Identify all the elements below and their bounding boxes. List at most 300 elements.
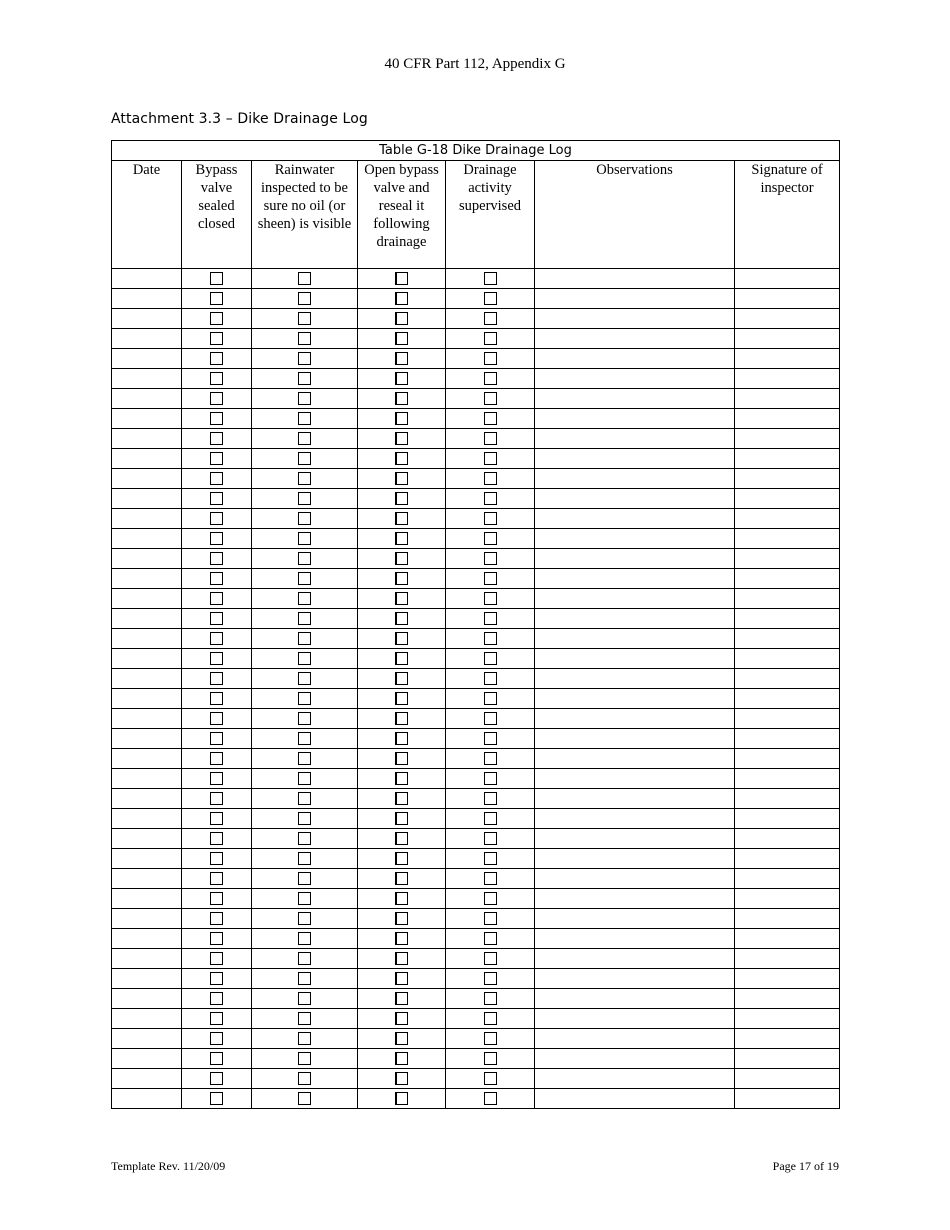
checkbox[interactable] (395, 772, 408, 785)
checkbox[interactable] (395, 332, 408, 345)
checkbox[interactable] (395, 632, 408, 645)
checkbox[interactable] (484, 1052, 497, 1065)
checkbox[interactable] (298, 652, 311, 665)
checkbox[interactable] (298, 972, 311, 985)
date-cell[interactable] (112, 509, 182, 529)
checkbox[interactable] (484, 1072, 497, 1085)
observations-cell[interactable] (535, 429, 735, 449)
signature-cell[interactable] (735, 689, 840, 709)
checkbox[interactable] (484, 332, 497, 345)
checkbox[interactable] (210, 1092, 223, 1105)
date-cell[interactable] (112, 589, 182, 609)
date-cell[interactable] (112, 389, 182, 409)
checkbox[interactable] (298, 872, 311, 885)
observations-cell[interactable] (535, 449, 735, 469)
signature-cell[interactable] (735, 769, 840, 789)
date-cell[interactable] (112, 789, 182, 809)
date-cell[interactable] (112, 889, 182, 909)
checkbox[interactable] (484, 432, 497, 445)
checkbox[interactable] (210, 372, 223, 385)
signature-cell[interactable] (735, 509, 840, 529)
checkbox[interactable] (210, 652, 223, 665)
observations-cell[interactable] (535, 689, 735, 709)
checkbox[interactable] (210, 1052, 223, 1065)
date-cell[interactable] (112, 489, 182, 509)
signature-cell[interactable] (735, 1009, 840, 1029)
checkbox[interactable] (210, 572, 223, 585)
checkbox[interactable] (298, 1012, 311, 1025)
checkbox[interactable] (210, 972, 223, 985)
signature-cell[interactable] (735, 869, 840, 889)
checkbox[interactable] (395, 432, 408, 445)
checkbox[interactable] (395, 352, 408, 365)
checkbox[interactable] (210, 452, 223, 465)
checkbox[interactable] (298, 672, 311, 685)
date-cell[interactable] (112, 369, 182, 389)
date-cell[interactable] (112, 469, 182, 489)
checkbox[interactable] (484, 532, 497, 545)
observations-cell[interactable] (535, 989, 735, 1009)
checkbox[interactable] (395, 952, 408, 965)
signature-cell[interactable] (735, 629, 840, 649)
checkbox[interactable] (484, 772, 497, 785)
checkbox[interactable] (298, 312, 311, 325)
checkbox[interactable] (298, 392, 311, 405)
checkbox[interactable] (484, 312, 497, 325)
signature-cell[interactable] (735, 949, 840, 969)
checkbox[interactable] (484, 732, 497, 745)
signature-cell[interactable] (735, 409, 840, 429)
observations-cell[interactable] (535, 269, 735, 289)
checkbox[interactable] (210, 932, 223, 945)
checkbox[interactable] (298, 1032, 311, 1045)
signature-cell[interactable] (735, 929, 840, 949)
date-cell[interactable] (112, 649, 182, 669)
checkbox[interactable] (484, 512, 497, 525)
rainwater-inspected-cell (252, 929, 358, 949)
checkbox[interactable] (210, 692, 223, 705)
open-bypass-cell (358, 589, 446, 609)
drainage-supervised-cell (446, 849, 535, 869)
checkbox[interactable] (298, 432, 311, 445)
checkbox[interactable] (210, 812, 223, 825)
checkbox[interactable] (298, 372, 311, 385)
checkbox[interactable] (210, 352, 223, 365)
checkbox[interactable] (210, 612, 223, 625)
checkbox[interactable] (484, 492, 497, 505)
checkbox[interactable] (210, 1032, 223, 1045)
signature-cell[interactable] (735, 449, 840, 469)
checkbox[interactable] (484, 992, 497, 1005)
checkbox[interactable] (298, 1092, 311, 1105)
observations-cell[interactable] (535, 969, 735, 989)
signature-cell[interactable] (735, 989, 840, 1009)
signature-cell[interactable] (735, 1049, 840, 1069)
checkbox[interactable] (484, 1032, 497, 1045)
signature-cell[interactable] (735, 529, 840, 549)
checkbox[interactable] (298, 272, 311, 285)
checkbox[interactable] (484, 272, 497, 285)
checkbox[interactable] (210, 832, 223, 845)
signature-cell[interactable] (735, 549, 840, 569)
checkbox[interactable] (484, 392, 497, 405)
checkbox[interactable] (210, 412, 223, 425)
checkbox[interactable] (298, 812, 311, 825)
checkbox[interactable] (484, 792, 497, 805)
checkbox[interactable] (484, 832, 497, 845)
observations-cell[interactable] (535, 569, 735, 589)
checkbox[interactable] (484, 752, 497, 765)
checkbox[interactable] (395, 752, 408, 765)
checkbox[interactable] (210, 512, 223, 525)
signature-cell[interactable] (735, 709, 840, 729)
checkbox[interactable] (210, 872, 223, 885)
checkbox[interactable] (210, 752, 223, 765)
observations-cell[interactable] (535, 329, 735, 349)
signature-cell[interactable] (735, 489, 840, 509)
observations-cell[interactable] (535, 829, 735, 849)
signature-cell[interactable] (735, 669, 840, 689)
date-cell[interactable] (112, 1069, 182, 1089)
date-cell[interactable] (112, 809, 182, 829)
checkbox[interactable] (298, 732, 311, 745)
signature-cell[interactable] (735, 969, 840, 989)
checkbox[interactable] (484, 892, 497, 905)
checkbox[interactable] (210, 272, 223, 285)
observations-cell[interactable] (535, 909, 735, 929)
checkbox[interactable] (484, 452, 497, 465)
checkbox[interactable] (395, 672, 408, 685)
checkbox[interactable] (484, 552, 497, 565)
checkbox[interactable] (298, 832, 311, 845)
checkbox[interactable] (395, 832, 408, 845)
signature-cell[interactable] (735, 289, 840, 309)
date-cell[interactable] (112, 869, 182, 889)
signature-cell[interactable] (735, 269, 840, 289)
checkbox[interactable] (395, 472, 408, 485)
observations-cell[interactable] (535, 289, 735, 309)
checkbox[interactable] (395, 732, 408, 745)
observations-cell[interactable] (535, 749, 735, 769)
checkbox[interactable] (298, 552, 311, 565)
checkbox[interactable] (395, 712, 408, 725)
checkbox[interactable] (484, 712, 497, 725)
observations-cell[interactable] (535, 469, 735, 489)
observations-cell[interactable] (535, 609, 735, 629)
date-cell[interactable] (112, 909, 182, 929)
signature-cell[interactable] (735, 429, 840, 449)
date-cell[interactable] (112, 609, 182, 629)
date-cell[interactable] (112, 309, 182, 329)
date-cell[interactable] (112, 749, 182, 769)
checkbox[interactable] (484, 852, 497, 865)
checkbox[interactable] (298, 512, 311, 525)
checkbox[interactable] (395, 512, 408, 525)
observations-cell[interactable] (535, 549, 735, 569)
checkbox[interactable] (210, 292, 223, 305)
observations-cell[interactable] (535, 629, 735, 649)
observations-cell[interactable] (535, 769, 735, 789)
observations-cell[interactable] (535, 929, 735, 949)
date-cell[interactable] (112, 989, 182, 1009)
observations-cell[interactable] (535, 309, 735, 329)
checkbox[interactable] (395, 1012, 408, 1025)
checkbox[interactable] (298, 492, 311, 505)
date-cell[interactable] (112, 969, 182, 989)
checkbox[interactable] (484, 612, 497, 625)
signature-cell[interactable] (735, 829, 840, 849)
observations-cell[interactable] (535, 809, 735, 829)
date-cell[interactable] (112, 629, 182, 649)
checkbox[interactable] (210, 732, 223, 745)
table-row (112, 649, 840, 669)
date-cell[interactable] (112, 529, 182, 549)
date-cell[interactable] (112, 329, 182, 349)
checkbox[interactable] (395, 372, 408, 385)
checkbox[interactable] (298, 472, 311, 485)
signature-cell[interactable] (735, 649, 840, 669)
date-cell[interactable] (112, 449, 182, 469)
checkbox[interactable] (298, 292, 311, 305)
checkbox[interactable] (298, 712, 311, 725)
checkbox[interactable] (210, 952, 223, 965)
checkbox[interactable] (298, 612, 311, 625)
checkbox[interactable] (210, 1012, 223, 1025)
observations-cell[interactable] (535, 889, 735, 909)
observations-cell[interactable] (535, 1069, 735, 1089)
checkbox[interactable] (210, 772, 223, 785)
checkbox[interactable] (484, 912, 497, 925)
checkbox[interactable] (298, 1052, 311, 1065)
date-cell[interactable] (112, 929, 182, 949)
checkbox[interactable] (484, 292, 497, 305)
checkbox[interactable] (298, 572, 311, 585)
date-cell[interactable] (112, 269, 182, 289)
date-cell[interactable] (112, 1009, 182, 1029)
signature-cell[interactable] (735, 909, 840, 929)
date-cell[interactable] (112, 1029, 182, 1049)
signature-cell[interactable] (735, 469, 840, 489)
checkbox[interactable] (210, 712, 223, 725)
table-row (112, 689, 840, 709)
checkbox[interactable] (484, 652, 497, 665)
observations-cell[interactable] (535, 1029, 735, 1049)
checkbox[interactable] (395, 452, 408, 465)
observations-cell[interactable] (535, 729, 735, 749)
checkbox[interactable] (484, 352, 497, 365)
observations-cell[interactable] (535, 789, 735, 809)
signature-cell[interactable] (735, 749, 840, 769)
checkbox[interactable] (395, 812, 408, 825)
checkbox[interactable] (484, 1012, 497, 1025)
date-cell[interactable] (112, 569, 182, 589)
checkbox[interactable] (298, 772, 311, 785)
signature-cell[interactable] (735, 349, 840, 369)
date-cell[interactable] (112, 289, 182, 309)
observations-cell[interactable] (535, 849, 735, 869)
checkbox[interactable] (395, 792, 408, 805)
checkbox[interactable] (484, 692, 497, 705)
observations-cell[interactable] (535, 649, 735, 669)
date-cell[interactable] (112, 729, 182, 749)
date-cell[interactable] (112, 769, 182, 789)
checkbox[interactable] (298, 992, 311, 1005)
checkbox[interactable] (210, 312, 223, 325)
checkbox[interactable] (395, 972, 408, 985)
signature-cell[interactable] (735, 889, 840, 909)
observations-cell[interactable] (535, 589, 735, 609)
checkbox[interactable] (298, 792, 311, 805)
checkbox[interactable] (395, 272, 408, 285)
signature-cell[interactable] (735, 309, 840, 329)
checkbox[interactable] (484, 592, 497, 605)
checkbox[interactable] (395, 852, 408, 865)
drainage-supervised-cell (446, 649, 535, 669)
checkbox[interactable] (395, 572, 408, 585)
checkbox[interactable] (210, 672, 223, 685)
signature-cell[interactable] (735, 569, 840, 589)
date-cell[interactable] (112, 689, 182, 709)
checkbox[interactable] (298, 452, 311, 465)
checkbox[interactable] (298, 692, 311, 705)
observations-cell[interactable] (535, 669, 735, 689)
checkbox[interactable] (210, 792, 223, 805)
checkbox[interactable] (298, 412, 311, 425)
checkbox[interactable] (484, 872, 497, 885)
checkbox[interactable] (210, 432, 223, 445)
checkbox[interactable] (484, 672, 497, 685)
checkbox[interactable] (210, 532, 223, 545)
checkbox[interactable] (395, 1052, 408, 1065)
observations-cell[interactable] (535, 389, 735, 409)
date-cell[interactable] (112, 949, 182, 969)
checkbox[interactable] (210, 1072, 223, 1085)
checkbox[interactable] (298, 952, 311, 965)
checkbox[interactable] (395, 932, 408, 945)
date-cell[interactable] (112, 829, 182, 849)
signature-cell[interactable] (735, 1029, 840, 1049)
checkbox[interactable] (298, 892, 311, 905)
date-cell[interactable] (112, 549, 182, 569)
date-cell[interactable] (112, 709, 182, 729)
observations-cell[interactable] (535, 949, 735, 969)
signature-cell[interactable] (735, 369, 840, 389)
checkbox[interactable] (210, 332, 223, 345)
checkbox[interactable] (484, 572, 497, 585)
observations-cell[interactable] (535, 369, 735, 389)
checkbox[interactable] (395, 872, 408, 885)
checkbox[interactable] (298, 932, 311, 945)
checkbox[interactable] (210, 492, 223, 505)
signature-cell[interactable] (735, 389, 840, 409)
checkbox[interactable] (395, 992, 408, 1005)
observations-cell[interactable] (535, 409, 735, 429)
checkbox[interactable] (395, 292, 408, 305)
checkbox[interactable] (210, 992, 223, 1005)
checkbox[interactable] (298, 532, 311, 545)
checkbox[interactable] (395, 652, 408, 665)
date-cell[interactable] (112, 669, 182, 689)
signature-cell[interactable] (735, 729, 840, 749)
checkbox[interactable] (395, 412, 408, 425)
signature-cell[interactable] (735, 1089, 840, 1109)
date-cell[interactable] (112, 349, 182, 369)
checkbox[interactable] (395, 1092, 408, 1105)
checkbox[interactable] (395, 612, 408, 625)
observations-cell[interactable] (535, 1089, 735, 1109)
signature-cell[interactable] (735, 329, 840, 349)
observations-cell[interactable] (535, 489, 735, 509)
signature-cell[interactable] (735, 849, 840, 869)
checkbox[interactable] (484, 632, 497, 645)
date-cell[interactable] (112, 1049, 182, 1069)
checkbox[interactable] (298, 912, 311, 925)
signature-cell[interactable] (735, 1069, 840, 1089)
checkbox[interactable] (484, 932, 497, 945)
date-cell[interactable] (112, 849, 182, 869)
checkbox[interactable] (298, 332, 311, 345)
checkbox[interactable] (484, 412, 497, 425)
observations-cell[interactable] (535, 349, 735, 369)
checkbox[interactable] (298, 752, 311, 765)
observations-cell[interactable] (535, 509, 735, 529)
checkbox[interactable] (210, 852, 223, 865)
checkbox[interactable] (298, 352, 311, 365)
checkbox[interactable] (395, 692, 408, 705)
observations-cell[interactable] (535, 529, 735, 549)
observations-cell[interactable] (535, 709, 735, 729)
checkbox[interactable] (395, 492, 408, 505)
observations-cell[interactable] (535, 869, 735, 889)
observations-cell[interactable] (535, 1009, 735, 1029)
checkbox[interactable] (210, 592, 223, 605)
checkbox[interactable] (210, 632, 223, 645)
checkbox[interactable] (484, 972, 497, 985)
checkbox[interactable] (298, 592, 311, 605)
checkbox[interactable] (484, 472, 497, 485)
checkbox[interactable] (484, 812, 497, 825)
checkbox[interactable] (298, 852, 311, 865)
date-cell[interactable] (112, 409, 182, 429)
date-cell[interactable] (112, 1089, 182, 1109)
checkbox[interactable] (395, 1032, 408, 1045)
checkbox[interactable] (210, 912, 223, 925)
checkbox[interactable] (395, 912, 408, 925)
checkbox[interactable] (395, 312, 408, 325)
checkbox[interactable] (395, 892, 408, 905)
checkbox[interactable] (210, 472, 223, 485)
signature-cell[interactable] (735, 789, 840, 809)
signature-cell[interactable] (735, 609, 840, 629)
checkbox[interactable] (210, 392, 223, 405)
checkbox[interactable] (395, 592, 408, 605)
signature-cell[interactable] (735, 809, 840, 829)
checkbox[interactable] (395, 1072, 408, 1085)
checkbox[interactable] (484, 1092, 497, 1105)
checkbox[interactable] (298, 632, 311, 645)
checkbox[interactable] (298, 1072, 311, 1085)
checkbox[interactable] (395, 552, 408, 565)
observations-cell[interactable] (535, 1049, 735, 1069)
checkbox[interactable] (395, 532, 408, 545)
checkbox[interactable] (395, 392, 408, 405)
date-cell[interactable] (112, 429, 182, 449)
checkbox[interactable] (484, 952, 497, 965)
checkbox[interactable] (484, 372, 497, 385)
checkbox[interactable] (210, 552, 223, 565)
checkbox[interactable] (210, 892, 223, 905)
signature-cell[interactable] (735, 589, 840, 609)
